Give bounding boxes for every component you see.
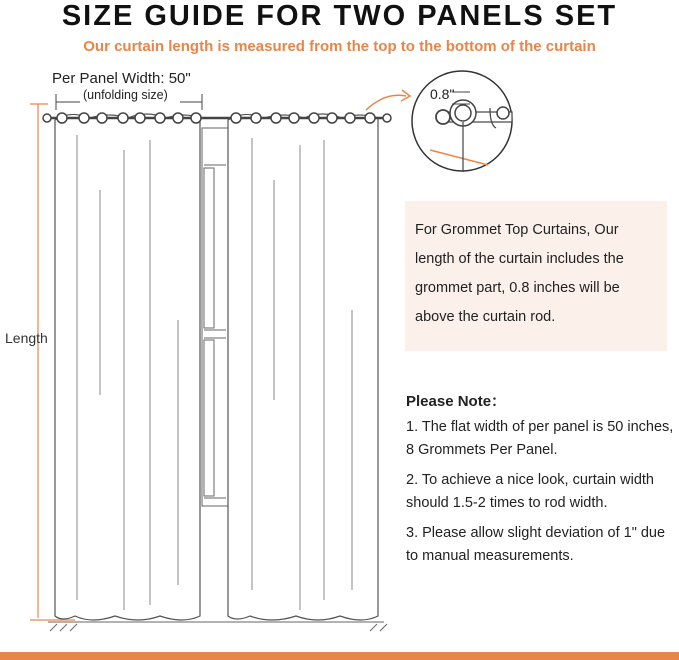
right-curtain-panel: [228, 114, 378, 620]
page-subtitle: Our curtain length is measured from the top to the bottom of the curtain: [83, 38, 596, 55]
notes-title: Please Note：: [406, 393, 507, 410]
window-frame: [202, 128, 228, 506]
note-item: 3. Please allow slight deviation of 1" due to manual measurements.: [406, 525, 666, 564]
bottom-accent-bar: [0, 652, 679, 660]
grommet-detail-magnifier: [412, 71, 512, 172]
unfold-size-label: (unfolding size): [83, 88, 168, 102]
notes-list: [406, 416, 676, 575]
detail-arrow-icon: [366, 95, 406, 110]
grommet-info-text: For Grommet Top Curtains, Our length of the curtain includes the grommet part, 0.8 inches will be above the curtain rod.: [415, 222, 624, 325]
length-label: Length: [5, 330, 48, 346]
floor-line: [48, 622, 387, 631]
grommet-gap-label: 0.8": [430, 86, 455, 102]
note-item: 1. The flat width of per panel is 50 inches, 8 Grommets Per Panel.: [406, 419, 674, 458]
panel-width-label: Per Panel Width: 50": [52, 70, 191, 87]
grommet-info-box: [405, 201, 667, 351]
page-title: SIZE GUIDE FOR TWO PANELS SET: [61, 0, 618, 32]
note-item: 2. To achieve a nice look, curtain width should 1.5-2 times to rod width.: [406, 472, 654, 511]
